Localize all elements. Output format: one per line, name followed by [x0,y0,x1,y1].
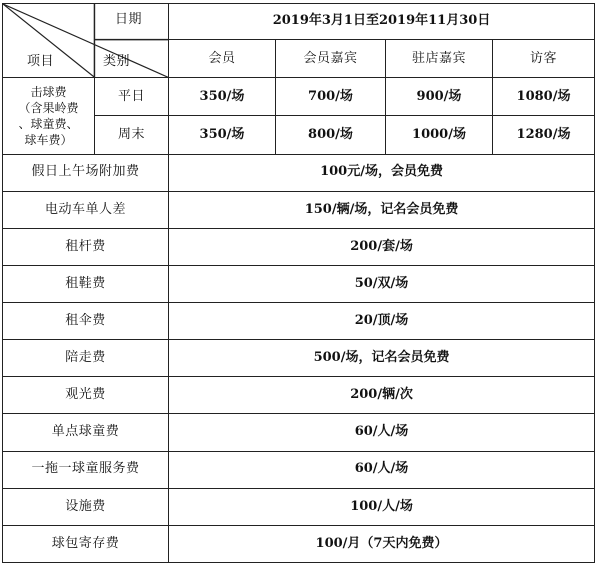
fee-item-label: 陪走费 [3,340,169,377]
weekday-member-guest-price: 700/场 [276,78,386,116]
fee-item-label: 租伞费 [3,303,169,340]
fee-item-value: 100/人/场 [169,488,595,525]
fee-row [3,340,595,377]
fee-row [3,451,595,488]
header-row-1 [3,4,595,40]
column-header-resident-guest: 驻店嘉宾 [386,40,493,78]
fee-row [3,488,595,525]
fee-item-value: 100元/场，会员免费 [169,154,595,191]
fee-row [3,303,595,340]
weekend-resident-guest-price: 1000/场 [386,116,493,154]
green-fee-label-cell [3,78,95,154]
weekday-resident-guest-price: 900/场 [386,78,493,116]
fee-row [3,154,595,191]
column-header-member: 会员 [169,40,276,78]
fee-item-value: 200/辆/次 [169,377,595,414]
weekend-member-guest-price: 800/场 [276,116,386,154]
fee-row [3,228,595,265]
fee-item-value: 500/场，记名会员免费 [169,340,595,377]
header-corner-cell [3,4,169,78]
fee-item-label: 单点球童费 [3,414,169,451]
fee-row [3,191,595,228]
weekend-label: 周末 [95,116,169,154]
weekend-visitor-price: 1280/场 [493,116,595,154]
date-header-label: 日期 [115,12,143,27]
fee-item-value: 150/辆/场，记名会员免费 [169,191,595,228]
category-header-label: 类别 [103,54,131,69]
golf-fee-table [2,3,595,563]
item-header-label: 项目 [27,54,55,69]
fee-item-label: 设施费 [3,488,169,525]
weekday-label: 平日 [95,78,169,116]
fee-item-value: 50/双/场 [169,265,595,302]
fee-item-label: 一拖一球童服务费 [3,451,169,488]
fee-item-value: 20/顶/场 [169,303,595,340]
green-fee-label-line: 击球费 [30,84,67,99]
weekday-visitor-price: 1080/场 [493,78,595,116]
fee-item-label: 假日上午场附加费 [3,154,169,191]
fee-row [3,265,595,302]
fee-item-value: 60/人/场 [169,414,595,451]
date-range-cell: 2019年3月1日至2019年11月30日 [169,4,595,40]
fee-item-value: 100/月（7天内免费） [169,525,595,562]
fee-item-value: 200/套/场 [169,228,595,265]
fee-item-label: 租杆费 [3,228,169,265]
green-fee-row-weekday [3,78,595,116]
fee-item-label: 租鞋费 [3,265,169,302]
fee-item-label: 球包寄存费 [3,525,169,562]
fee-item-value: 60/人/场 [169,451,595,488]
green-fee-label-line: （含果岭费 [18,100,79,115]
fee-row [3,377,595,414]
column-header-visitor: 访客 [493,40,595,78]
weekend-member-price: 350/场 [169,116,276,154]
fee-row [3,414,595,451]
column-header-member-guest: 会员嘉宾 [276,40,386,78]
fee-item-label: 电动车单人差 [3,191,169,228]
green-fee-label-line: 、球童费、 [18,116,79,131]
weekday-member-price: 350/场 [169,78,276,116]
fee-row [3,525,595,562]
green-fee-label-line: 球车费） [24,133,73,148]
fee-item-label: 观光费 [3,377,169,414]
